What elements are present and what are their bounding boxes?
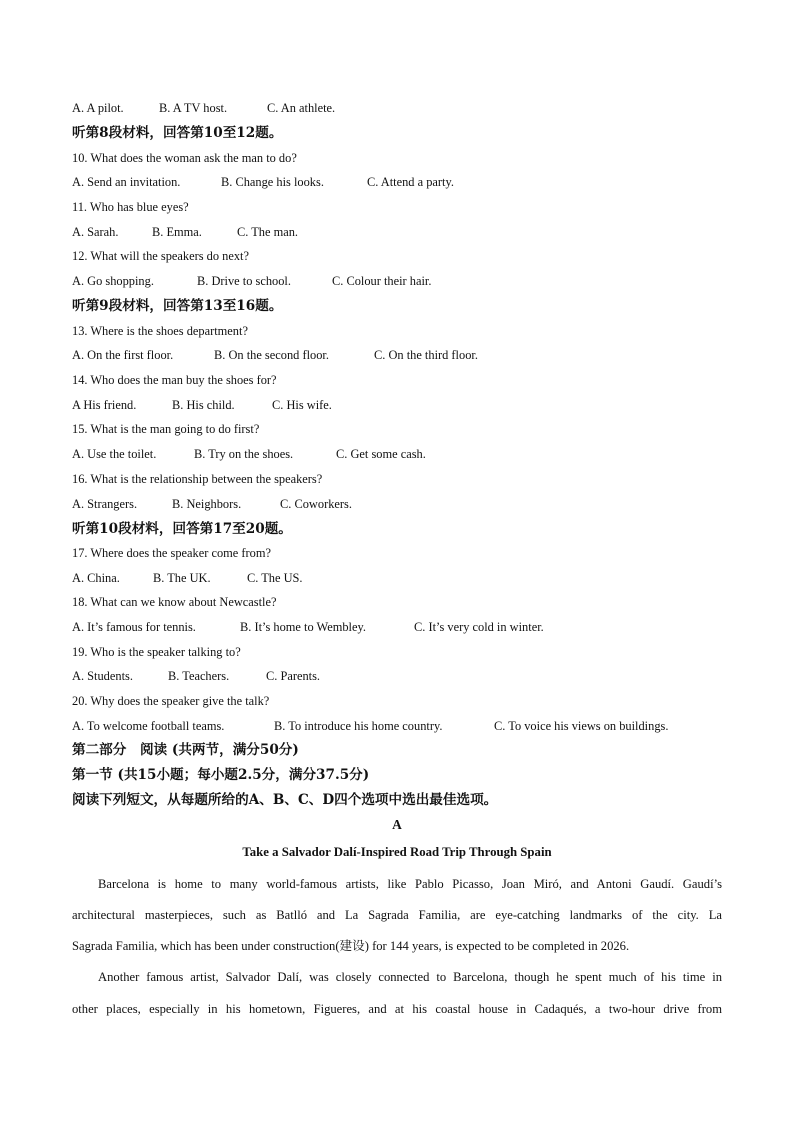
option-c: C. The US. (247, 571, 303, 585)
q9-options (72, 100, 335, 116)
option-b: B. On the second floor. (214, 348, 329, 362)
question-11: 11. Who has blue eyes? (72, 200, 189, 214)
option-b: B. Emma. (152, 225, 202, 239)
section-9-heading: 听第9段材料，回答第13至16题。 (72, 298, 283, 314)
question-10-options (72, 174, 454, 190)
question-15: 15. What is the man going to do first? (72, 422, 260, 436)
option-b: B. It’s home to Wembley. (240, 620, 366, 634)
question-16: 16. What is the relationship between the speakers? (72, 472, 323, 486)
paragraph-1-line-2: architectural masterpieces, such as Batlló and La Sagrada Familia, are eye-catching landmarks of the city. La (72, 908, 722, 922)
question-17: 17. Where does the speaker come from? (72, 546, 271, 560)
paragraph-1-line-3: Sagrada Familia, which has been under construction(建设) for 144 years, is expected to be completed in 2026. (72, 939, 630, 953)
question-19: 19. Who is the speaker talking to? (72, 645, 241, 659)
option-c: C. To voice his views on buildings. (494, 719, 669, 733)
option-a: A. Strangers. (72, 497, 138, 511)
question-15-options (72, 446, 426, 462)
instructions: 阅读下列短文，从每题所给的A、B、C、D四个选项中选出最佳选项。 (72, 792, 498, 808)
paragraph-2-line-1: Another famous artist, Salvador Dalí, was closely connected to Barcelona, though he spent much of his time in (98, 970, 722, 984)
option-a: A. Sarah. (72, 225, 119, 239)
option-c: C. His wife. (272, 398, 332, 412)
option-a: A. Use the toilet. (72, 447, 157, 461)
option-a: A. To welcome football teams. (72, 719, 225, 733)
passage-letter: A (392, 817, 402, 832)
option-c: C. An athlete. (267, 101, 336, 115)
option-b: B. His child. (172, 398, 235, 412)
option-c: C. Parents. (266, 669, 321, 683)
option-c: C. It’s very cold in winter. (414, 620, 544, 634)
option-a: A. On the first floor. (72, 348, 174, 362)
option-c: C. Colour their hair. (332, 274, 432, 288)
option-c: C. Get some cash. (336, 447, 426, 461)
question-20-options (72, 718, 668, 734)
paragraph-1-line-1: Barcelona is home to many world-famous artists, like Pablo Picasso, Joan Miró, and Antoni Gaudí. Gaudí’s (98, 877, 722, 891)
option-b: B. Drive to school. (197, 274, 291, 288)
question-14-options (72, 397, 332, 413)
option-a: A. Students. (72, 669, 133, 683)
question-19-options (72, 668, 320, 684)
option-a: A. It’s famous for tennis. (72, 620, 196, 634)
option-b: B. Teachers. (168, 669, 230, 683)
question-18: 18. What can we know about Newcastle? (72, 595, 277, 609)
option-c: C. The man. (237, 225, 299, 239)
question-11-options (72, 224, 298, 240)
option-b: B. Change his looks. (221, 175, 324, 189)
option-c: C. Attend a party. (367, 175, 454, 189)
question-20: 20. Why does the speaker give the talk? (72, 694, 270, 708)
option-b: B. To introduce his home country. (274, 719, 443, 733)
option-b: B. A TV host. (159, 101, 228, 115)
question-12-options (72, 273, 431, 289)
option-a: A His friend. (72, 398, 137, 412)
option-b: B. Neighbors. (172, 497, 242, 511)
question-13-options (72, 347, 478, 363)
option-a: A. A pilot. (72, 101, 124, 115)
option-c: C. On the third floor. (374, 348, 478, 362)
question-10: 10. What does the woman ask the man to do? (72, 151, 297, 165)
question-18-options (72, 619, 544, 635)
question-12: 12. What will the speakers do next? (72, 249, 249, 263)
question-16-options (72, 496, 352, 512)
section-10-heading: 听第10段材料，回答第17至20题。 (72, 521, 292, 537)
option-b: B. Try on the shoes. (194, 447, 294, 461)
option-b: B. The UK. (153, 571, 211, 585)
option-a: A. Go shopping. (72, 274, 154, 288)
question-17-options (72, 570, 303, 586)
passage-title: Take a Salvador Dalí-Inspired Road Trip Through Spain (242, 845, 552, 859)
option-c: C. Coworkers. (280, 497, 352, 511)
section-1-heading: 第一节 (共15小题；每小题2.5分，满分37.5分) (72, 767, 370, 783)
part-2-heading: 第二部分 阅读 (共两节，满分50分) (72, 742, 299, 758)
question-13: 13. Where is the shoes department? (72, 324, 248, 338)
option-a: A. Send an invitation. (72, 175, 181, 189)
question-14: 14. Who does the man buy the shoes for? (72, 373, 277, 387)
paragraph-2-line-2: other places, especially in his hometown, Figueres, and at his coastal house in Cadaqués, a two-hour drive from (72, 1002, 722, 1016)
option-a: A. China. (72, 571, 120, 585)
section-8-heading: 听第8段材料，回答第10至12题。 (72, 125, 283, 141)
